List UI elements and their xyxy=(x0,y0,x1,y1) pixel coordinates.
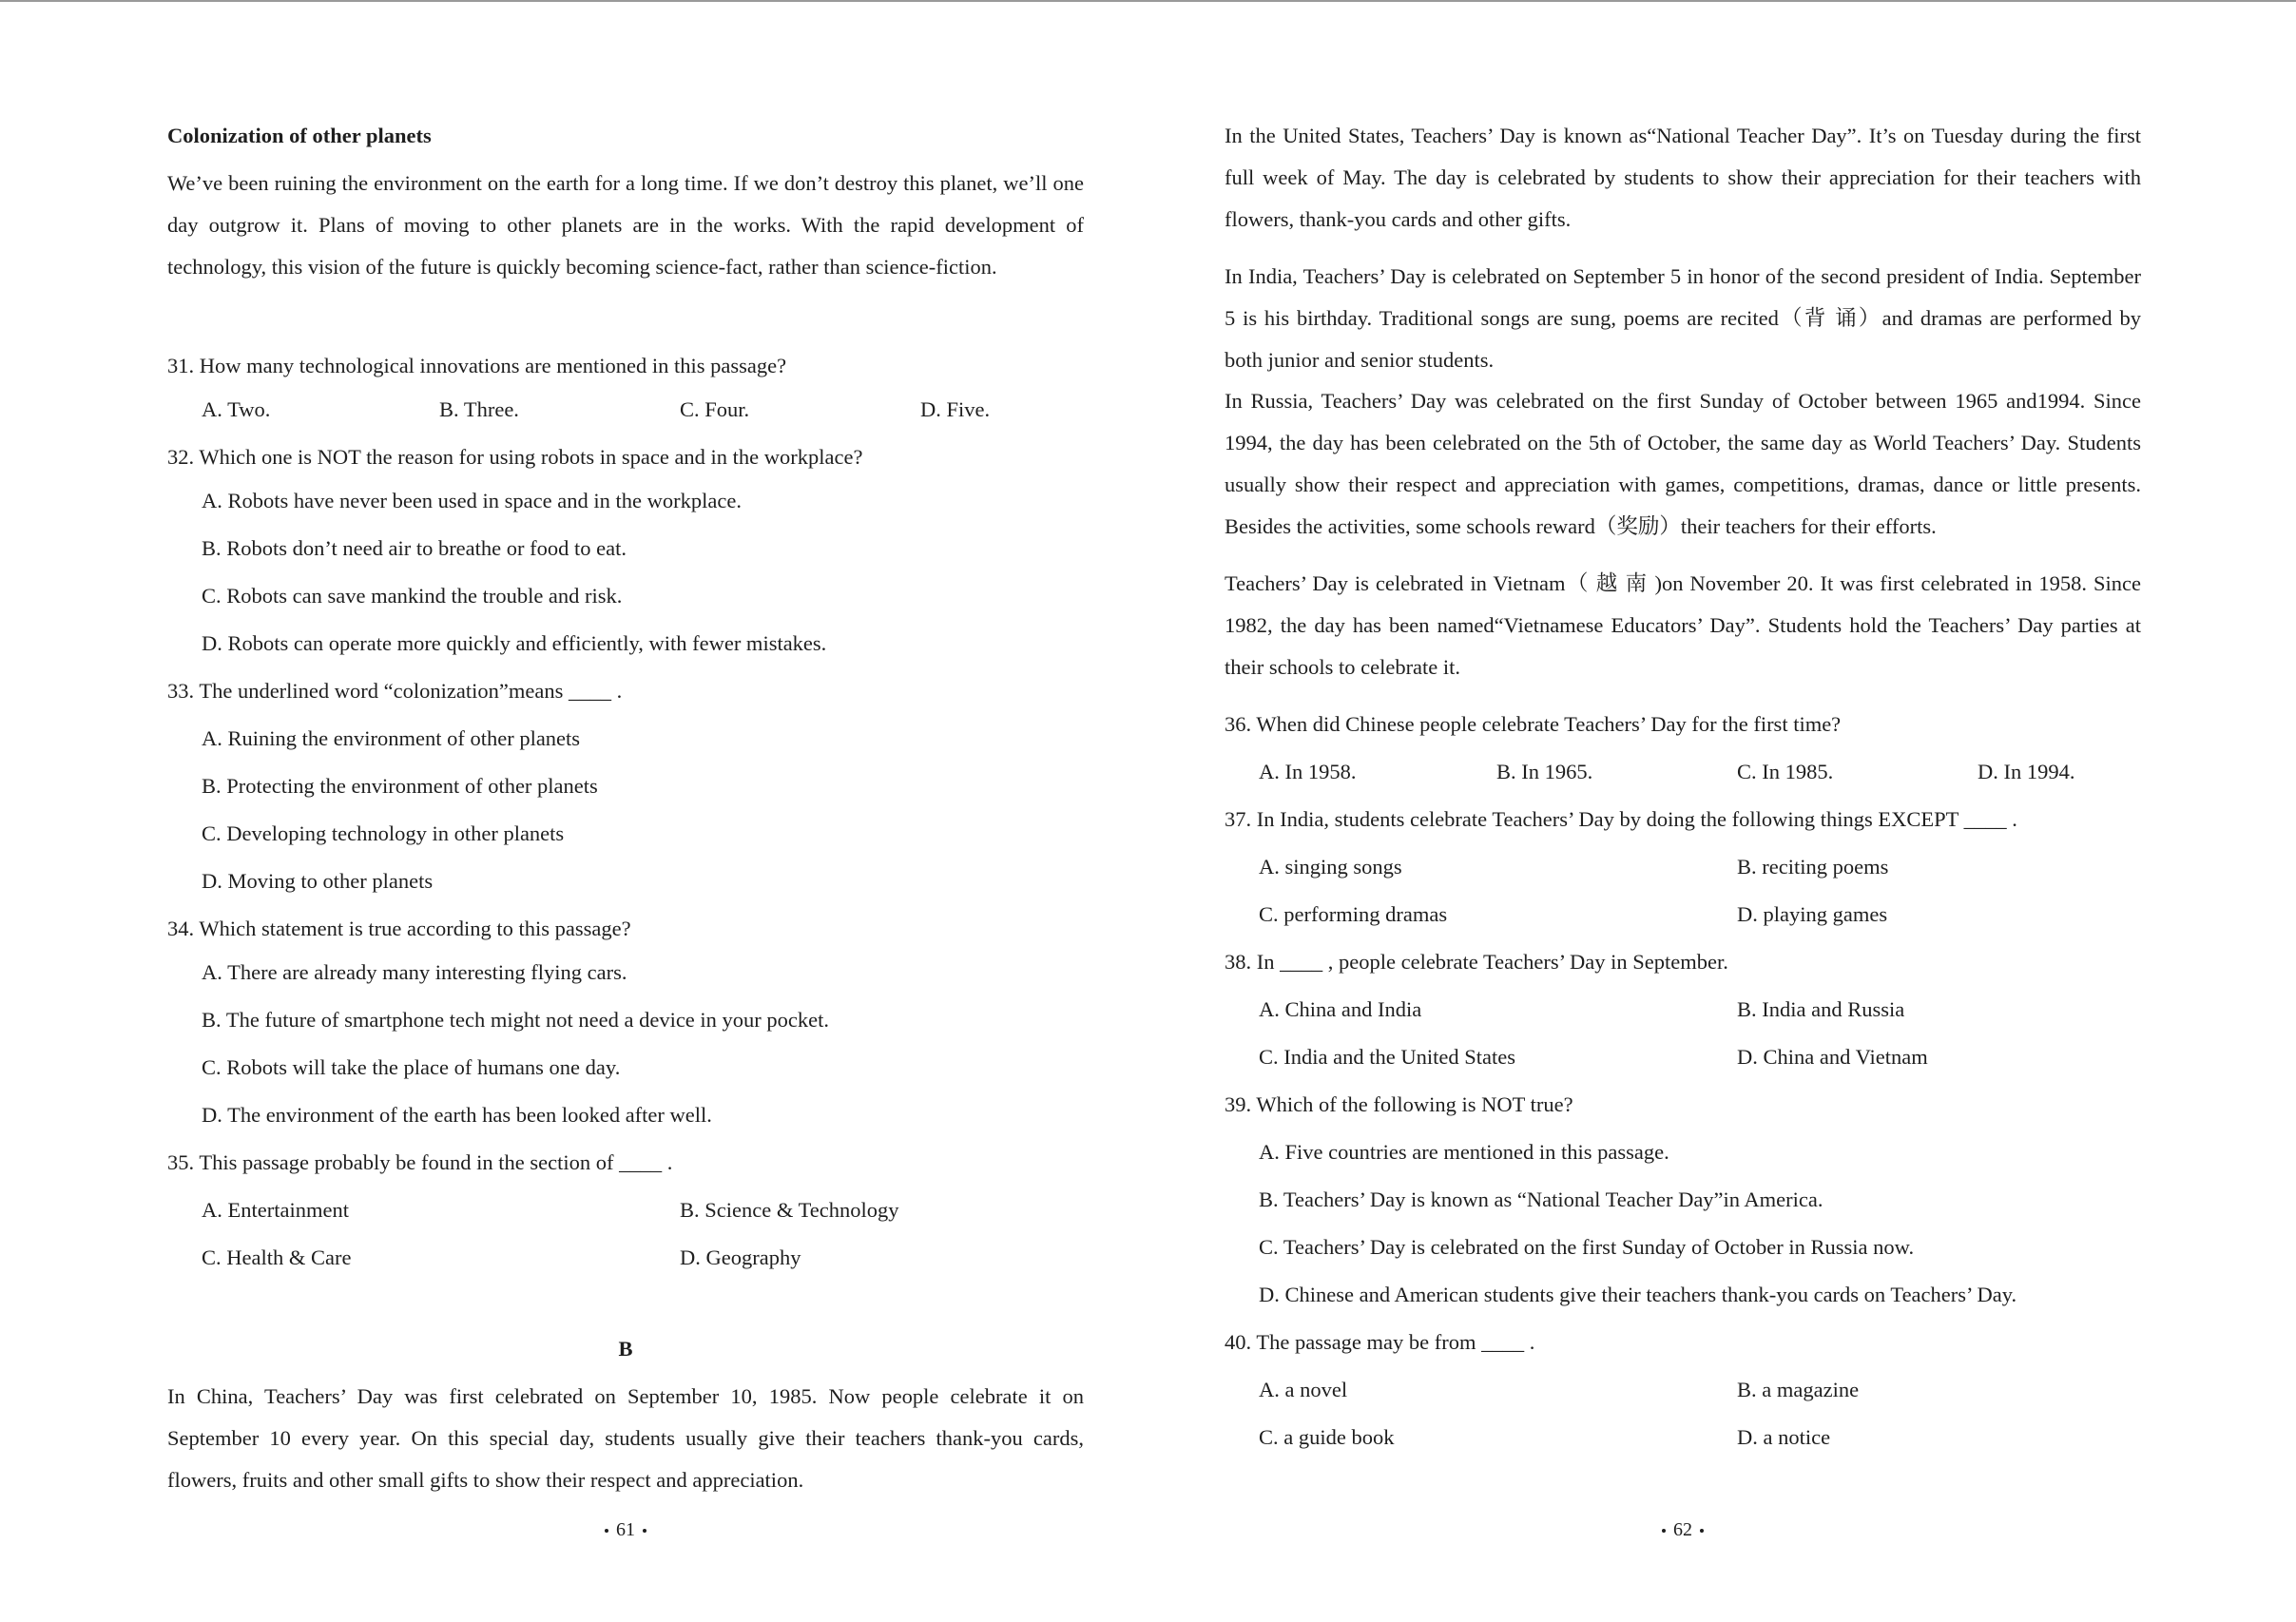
question-39: 39. Which of the following is NOT true? xyxy=(1225,1092,1573,1116)
option-40-b: B. a magazine xyxy=(1737,1378,1860,1401)
options-37-row1 xyxy=(1259,852,2141,882)
option-31-a: A. Two. xyxy=(202,397,271,421)
option-39-a: A. Five countries are mentioned in this passage. xyxy=(1259,1140,1669,1164)
option-34-c: C. Robots will take the place of humans one day. xyxy=(202,1055,621,1079)
option-34-d: D. The environment of the earth has been looked after well. xyxy=(202,1103,712,1127)
options-40-row2 xyxy=(1259,1422,2141,1453)
question-40: 40. The passage may be from ____ . xyxy=(1225,1330,1535,1354)
option-38-d: D. China and Vietnam xyxy=(1737,1045,1928,1069)
china-paragraph: In China, Teachers’ Day was first celebrated on September 10, 1985. Now people celebrate it on September 10 every year. On this special day, students usually give their teachers thank-you cards, flowers, fruits and other small gifts to show their respect and appreciation. xyxy=(167,1384,1084,1492)
left-page xyxy=(167,0,1084,1622)
page-dot-right xyxy=(1700,1529,1704,1533)
option-33-c: C. Developing technology in other planets xyxy=(202,821,565,845)
page-dot-left xyxy=(1662,1529,1666,1533)
option-35-d: D. Geography xyxy=(680,1245,801,1269)
options-38-row2 xyxy=(1259,1042,2141,1072)
india-paragraph: In India, Teachers’ Day is celebrated on September 5 in honor of the second president of India. September 5 is his birthday. Traditional songs are sung, poems are recited（背 诵）and dramas are performed by both junior and senior students. xyxy=(1225,264,2141,372)
option-33-d: D. Moving to other planets xyxy=(202,869,434,893)
option-32-d: D. Robots can operate more quickly and efficiently, with fewer mistakes. xyxy=(202,631,827,655)
option-40-c: C. a guide book xyxy=(1259,1425,1395,1449)
question-37: 37. In India, students celebrate Teachers’ Day by doing the following things EXCEPT ____ . xyxy=(1225,807,2017,831)
page-number-text: 62 xyxy=(1673,1519,1692,1540)
page-number-61 xyxy=(167,1516,1084,1544)
option-32-c: C. Robots can save mankind the trouble and risk. xyxy=(202,584,623,608)
options-38-row1 xyxy=(1259,994,2141,1025)
options-35-row2 xyxy=(202,1243,1084,1273)
option-31-c: C. Four. xyxy=(680,397,750,421)
section-b-heading: B xyxy=(618,1337,633,1361)
option-35-a: A. Entertainment xyxy=(202,1198,349,1222)
question-34: 34. Which statement is true according to this passage? xyxy=(167,917,631,940)
option-36-a: A. In 1958. xyxy=(1259,760,1357,783)
page-dot-left xyxy=(605,1529,608,1533)
page-number-62 xyxy=(1225,1516,2141,1544)
option-33-a: A. Ruining the environment of other planets xyxy=(202,726,581,750)
page-number-text: 61 xyxy=(616,1519,635,1540)
usa-paragraph: In the United States, Teachers’ Day is known as“National Teacher Day”. It’s on Tuesday during the first full week of May. The day is celebrated by students to show their appreciation for their teachers with flowers, thank-you cards and other gifts. xyxy=(1225,124,2141,231)
option-40-a: A. a novel xyxy=(1259,1378,1348,1401)
option-37-a: A. singing songs xyxy=(1259,855,1402,879)
question-36: 36. When did Chinese people celebrate Teachers’ Day for the first time? xyxy=(1225,712,1842,736)
option-34-a: A. There are already many interesting flying cars. xyxy=(202,960,627,984)
option-39-d: D. Chinese and American students give their teachers thank-you cards on Teachers’ Day. xyxy=(1259,1283,2017,1306)
page-dot-right xyxy=(643,1529,646,1533)
question-31: 31. How many technological innovations are mentioned in this passage? xyxy=(167,354,787,377)
option-40-d: D. a notice xyxy=(1737,1425,1831,1449)
option-38-c: C. India and the United States xyxy=(1259,1045,1515,1069)
question-35: 35. This passage probably be found in the section of ____ . xyxy=(167,1150,673,1174)
option-38-b: B. India and Russia xyxy=(1737,997,1905,1021)
option-31-b: B. Three. xyxy=(439,397,519,421)
option-36-b: B. In 1965. xyxy=(1496,760,1593,783)
passage-title: Colonization of other planets xyxy=(167,124,432,147)
option-33-b: B. Protecting the environment of other planets xyxy=(202,774,598,798)
option-37-c: C. performing dramas xyxy=(1259,902,1448,926)
option-36-c: C. In 1985. xyxy=(1737,760,1834,783)
option-34-b: B. The future of smartphone tech might not need a device in your pocket. xyxy=(202,1008,830,1032)
option-32-b: B. Robots don’t need air to breathe or food to eat. xyxy=(202,536,627,560)
option-31-d: D. Five. xyxy=(920,397,991,421)
option-35-c: C. Health & Care xyxy=(202,1245,352,1269)
question-32: 32. Which one is NOT the reason for using robots in space and in the workplace? xyxy=(167,445,863,469)
question-33: 33. The underlined word “colonization”means ____ . xyxy=(167,679,623,703)
russia-paragraph: In Russia, Teachers’ Day was celebrated on the first Sunday of October between 1965 and1994. Since 1994, the day has been celebrated on the 5th of October, the same day as World Teachers’ Day. Students usually show their respect and appreciation with games, competitions, dramas, dance or little presents. Besides the activities, some schools reward（奖励）their teachers for their efforts. xyxy=(1225,389,2141,538)
options-36 xyxy=(1259,757,2141,787)
intro-paragraph: We’ve been ruining the environment on the earth for a long time. If we don’t destroy this planet, we’ll one day outgrow it. Plans of moving to other planets are in the works. With the rapid development of technology, this vision of the future is quickly becoming science-fact, rather than science-fiction. xyxy=(167,171,1084,279)
options-40-row1 xyxy=(1259,1375,2141,1405)
options-31 xyxy=(202,395,1084,425)
option-39-b: B. Teachers’ Day is known as “National Teacher Day”in America. xyxy=(1259,1188,1823,1211)
option-35-b: B. Science & Technology xyxy=(680,1198,899,1222)
option-39-c: C. Teachers’ Day is celebrated on the first Sunday of October in Russia now. xyxy=(1259,1235,1915,1259)
vietnam-paragraph: Teachers’ Day is celebrated in Vietnam（ 越 南 )on November 20. It was first celebrated in 1958. Since 1982, the day has been named“Vietnamese Educators’ Day”. Students hold the Teachers’ Day parties at their schools to celebrate it. xyxy=(1225,571,2141,679)
option-36-d: D. In 1994. xyxy=(1978,760,2075,783)
option-32-a: A. Robots have never been used in space and in the workplace. xyxy=(202,489,742,512)
question-38: 38. In ____ , people celebrate Teachers’ Day in September. xyxy=(1225,950,1728,974)
option-37-b: B. reciting poems xyxy=(1737,855,1889,879)
options-35-row1 xyxy=(202,1195,1084,1226)
option-37-d: D. playing games xyxy=(1737,902,1888,926)
options-37-row2 xyxy=(1259,899,2141,930)
right-page xyxy=(1225,0,2141,1622)
option-38-a: A. China and India xyxy=(1259,997,1422,1021)
